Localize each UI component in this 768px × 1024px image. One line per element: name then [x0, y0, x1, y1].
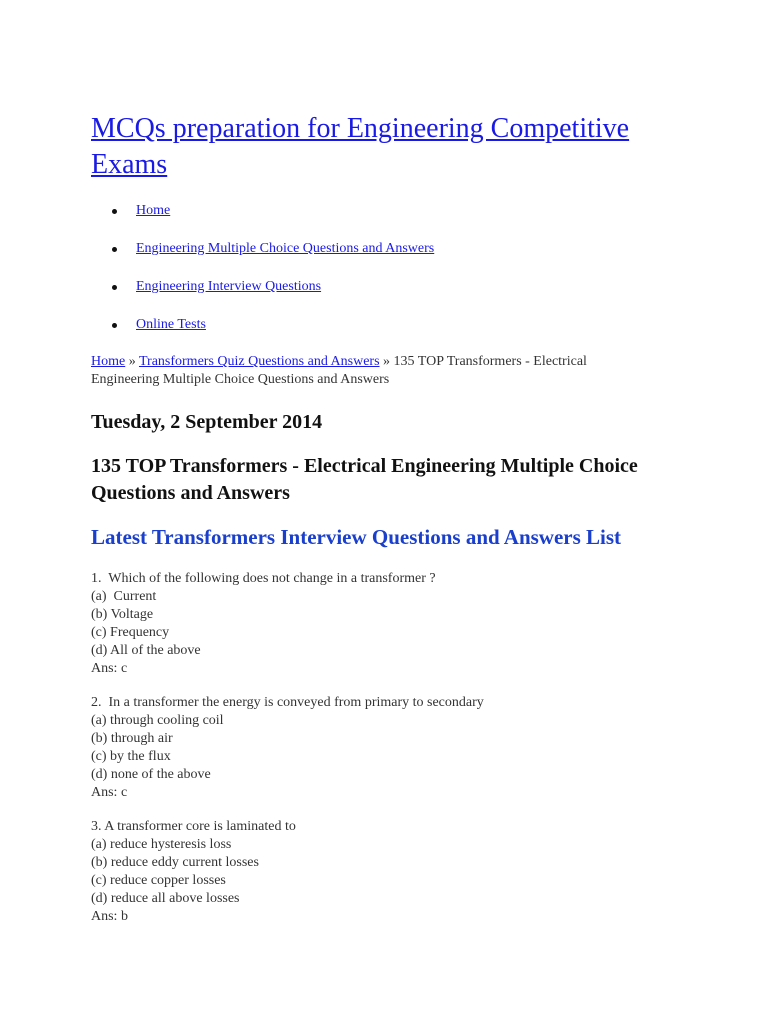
site-title-link[interactable]: MCQs preparation for Engineering Competitive Exams [91, 113, 630, 180]
question-answer: Ans: c [91, 785, 128, 800]
nav-item-interview-questions [91, 276, 434, 314]
question-option: (a) through cooling coil [91, 713, 224, 728]
nav-item-online-tests [91, 314, 434, 352]
question-item [91, 694, 691, 802]
question-text: 1. Which of the following does not change in a transformer ? [91, 571, 436, 586]
breadcrumb-category-link[interactable]: Transformers Quiz Questions and Answers [138, 354, 380, 369]
post-date: Tuesday, 2 September 2014 [91, 411, 323, 433]
nav-link-home[interactable]: Home [136, 203, 171, 218]
nav-link-engineering-mcq[interactable]: Engineering Multiple Choice Questions and Answers [136, 241, 435, 256]
question-option: (a) reduce hysteresis loss [91, 837, 232, 852]
question-text: 3. A transformer core is laminated to [91, 819, 296, 834]
question-option: (b) reduce eddy current losses [91, 855, 259, 870]
question-option: (d) All of the above [91, 643, 201, 658]
question-option: (d) none of the above [91, 767, 211, 782]
question-answer: Ans: b [91, 909, 128, 924]
question-option: (c) reduce copper losses [91, 873, 226, 888]
question-option: (c) Frequency [91, 625, 170, 640]
question-option: (c) by the flux [91, 749, 171, 764]
nav-link-interview-questions[interactable]: Engineering Interview Questions [136, 279, 322, 294]
question-answer: Ans: c [91, 661, 128, 676]
nav-link-online-tests[interactable]: Online Tests [136, 317, 206, 332]
question-item [91, 570, 691, 678]
site-title [91, 111, 651, 183]
bullet-icon [112, 285, 117, 290]
post-title: 135 TOP Transformers - Electrical Engineering Multiple Choice Questions and Answers [91, 455, 638, 504]
question-text: 2. In a transformer the energy is conveyed from primary to secondary [91, 695, 484, 710]
bullet-icon [112, 323, 117, 328]
bullet-icon [112, 247, 117, 252]
breadcrumb [91, 353, 651, 389]
question-option: (a) Current [91, 589, 157, 604]
question-item [91, 818, 691, 926]
breadcrumb-current: 135 TOP Transformers - Electrical Engineering Multiple Choice Questions and Answers [91, 354, 587, 387]
breadcrumb-separator: » [125, 354, 139, 369]
breadcrumb-home-link[interactable]: Home [91, 354, 126, 369]
section-heading: Latest Transformers Interview Questions and Answers List [91, 525, 622, 549]
question-list [91, 570, 691, 942]
question-option: (b) Voltage [91, 607, 154, 622]
bullet-icon [112, 209, 117, 214]
nav-item-engineering-mcq [91, 238, 434, 276]
nav-item-home [91, 200, 434, 238]
question-option: (d) reduce all above losses [91, 891, 240, 906]
breadcrumb-separator: » [379, 354, 394, 369]
main-nav [91, 200, 434, 352]
question-option: (b) through air [91, 731, 173, 746]
